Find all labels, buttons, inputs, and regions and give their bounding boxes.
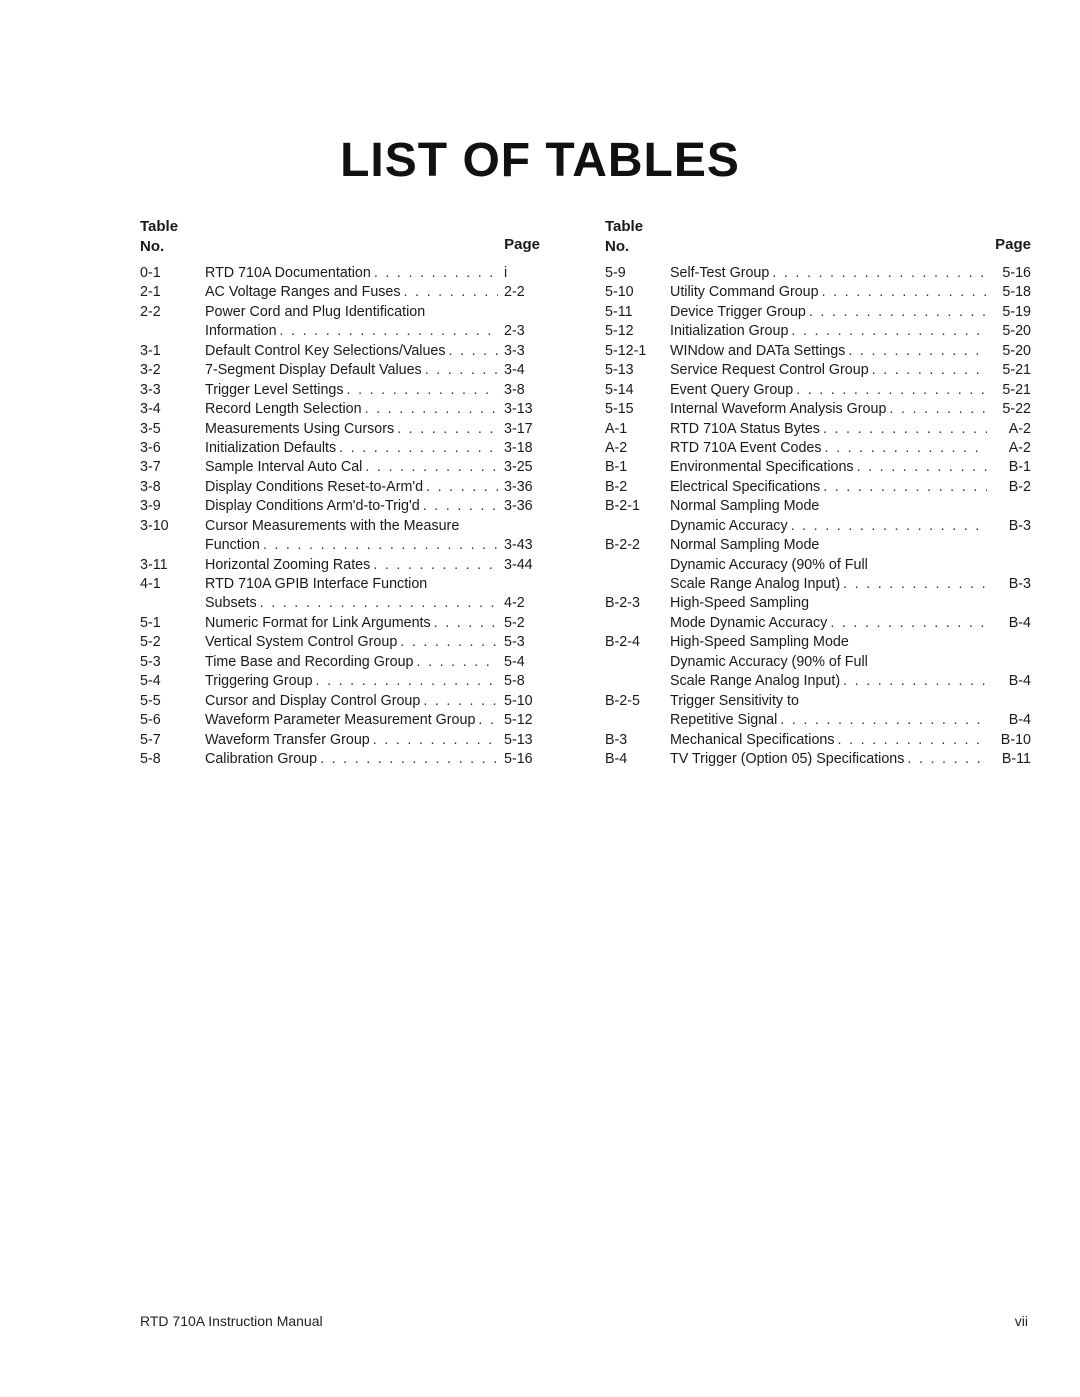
table-entry	[605, 400, 1031, 419]
table-title: Cursor and Display Control Group	[205, 692, 421, 709]
table-title: Self-Test Group	[670, 265, 770, 281]
dot-leader	[365, 458, 498, 477]
table-title: Display Conditions Arm'd-to-Trig'd	[205, 498, 420, 515]
table-title: Measurements Using Cursors	[205, 420, 395, 437]
table-number: 5-9	[605, 265, 626, 281]
table-number: 5-11	[605, 303, 633, 320]
table-number: B-2-3	[605, 595, 640, 612]
table-title: Initialization Group	[670, 323, 789, 340]
table-number: 5-14	[605, 381, 634, 398]
dot-leader	[434, 614, 498, 633]
table-entry	[605, 283, 1031, 302]
table-entry	[605, 497, 1031, 536]
dot-leader	[857, 458, 987, 477]
table-title: RTD 710A GPIB Interface Function	[205, 576, 428, 592]
page-reference: 3-3	[504, 342, 525, 359]
table-number: 5-15	[605, 401, 634, 418]
table-entry	[605, 303, 1031, 322]
table-title: Power Cord and Plug Identification	[205, 303, 426, 320]
no-label: No.	[140, 238, 165, 255]
table-entry	[140, 692, 540, 711]
table-title: 7-Segment Display Default Values	[205, 362, 422, 379]
dot-leader	[423, 692, 498, 711]
page-reference: 3-36	[504, 498, 533, 515]
table-entry	[140, 264, 540, 283]
table-number: 5-8	[140, 750, 161, 767]
table-title: Numeric Format for Link Arguments	[205, 614, 431, 631]
page-reference: 5-21	[1002, 381, 1031, 398]
dot-leader	[772, 264, 987, 283]
table-number: 5-1	[140, 614, 161, 631]
column-header	[140, 214, 540, 264]
table-title: Scale Range Analog Input)	[670, 576, 841, 592]
table-number: B-1	[605, 459, 628, 476]
table-entry	[605, 633, 1031, 691]
table-list	[605, 264, 1031, 769]
dot-leader	[780, 711, 987, 730]
table-title: Service Request Control Group	[670, 362, 869, 379]
page-reference: 5-2	[504, 614, 525, 631]
dot-leader	[830, 614, 987, 633]
table-entry	[140, 342, 540, 361]
table-entry	[140, 731, 540, 750]
table-entry	[140, 400, 540, 419]
page-reference: i	[504, 265, 508, 281]
dot-leader	[791, 517, 987, 536]
table-entry	[140, 653, 540, 672]
page-reference: 5-21	[1002, 362, 1031, 379]
dot-leader	[423, 497, 498, 516]
page-reference: 4-2	[504, 595, 525, 612]
dot-leader	[404, 283, 498, 302]
dot-leader	[426, 478, 498, 497]
page-reference: 5-12	[504, 712, 533, 729]
table-number: A-2	[605, 439, 628, 456]
table-title: Function	[205, 537, 260, 554]
dot-leader	[373, 556, 498, 575]
table-list-left-column	[140, 214, 540, 769]
table-title: Event Query Group	[670, 381, 794, 398]
table-title: Utility Command Group	[670, 284, 819, 301]
table-title: Mechanical Specifications	[670, 731, 835, 748]
table-entry	[140, 478, 540, 497]
page-reference: 3-43	[504, 537, 533, 554]
table-entry	[605, 458, 1031, 477]
table-entry	[605, 342, 1031, 361]
table-number: 2-1	[140, 284, 161, 301]
table-entry	[605, 750, 1031, 769]
table-number: 0-1	[140, 265, 161, 281]
dot-leader	[425, 361, 498, 380]
table-title: Scale Range Analog Input)	[670, 673, 841, 690]
dot-leader	[907, 750, 987, 769]
table-number: 5-13	[605, 362, 634, 379]
dot-leader	[400, 633, 498, 652]
dot-leader	[889, 400, 987, 419]
dot-leader	[843, 575, 987, 594]
table-number: B-3	[605, 731, 628, 748]
table-title: Vertical System Control Group	[205, 634, 398, 651]
page-reference: 3-8	[504, 381, 525, 398]
table-number: B-2	[605, 478, 628, 495]
dot-leader	[347, 381, 498, 400]
dot-leader	[791, 322, 987, 341]
table-number: 2-2	[140, 303, 161, 320]
no-label: No.	[605, 238, 630, 255]
dot-leader	[316, 672, 498, 691]
dot-leader	[823, 420, 987, 439]
table-title: Horizontal Zooming Rates	[205, 556, 371, 573]
table-title: Waveform Parameter Measurement Group	[205, 712, 476, 729]
table-number: 3-4	[140, 401, 161, 418]
page-reference: 3-36	[504, 478, 533, 495]
table-number: B-2-4	[605, 634, 640, 651]
page-reference: 5-16	[1002, 265, 1031, 281]
table-entry	[140, 517, 540, 556]
table-entry	[605, 322, 1031, 341]
table-title: Default Control Key Selections/Values	[205, 342, 446, 359]
dot-leader	[365, 400, 498, 419]
table-entry	[605, 478, 1031, 497]
page-reference: B-4	[1008, 614, 1031, 631]
table-entry	[140, 497, 540, 516]
table-entry	[140, 458, 540, 477]
dot-leader	[416, 653, 498, 672]
page-reference: 3-13	[504, 401, 533, 418]
dot-leader	[397, 420, 498, 439]
table-entry	[140, 381, 540, 400]
dot-leader	[449, 342, 498, 361]
page-reference: 5-22	[1002, 401, 1031, 418]
table-number: 3-1	[140, 342, 161, 359]
table-number: 4-1	[140, 576, 161, 592]
table-entry	[605, 381, 1031, 400]
table-title: Cursor Measurements with the Measure	[205, 517, 460, 534]
table-label: Table	[605, 218, 644, 235]
table-number: 5-2	[140, 634, 161, 651]
page-reference: 3-18	[504, 439, 533, 456]
page-reference: 5-20	[1002, 342, 1031, 359]
table-entry	[140, 672, 540, 691]
table-title: TV Trigger (Option 05) Specifications	[670, 750, 905, 767]
table-number: 5-3	[140, 653, 161, 670]
table-number: A-1	[605, 420, 628, 437]
page-title: LIST OF TABLES	[340, 134, 740, 187]
column-header	[605, 214, 1031, 264]
table-title: Repetitive Signal	[670, 712, 778, 729]
page-reference: B-4	[1008, 712, 1031, 729]
table-number: B-2-2	[605, 537, 640, 554]
table-entry	[140, 614, 540, 633]
table-title: Device Trigger Group	[670, 303, 806, 320]
table-entry	[140, 575, 540, 614]
page-reference: 3-44	[504, 556, 533, 573]
table-number: 3-8	[140, 478, 161, 495]
table-title: Triggering Group	[205, 673, 313, 690]
table-title: Trigger Level Settings	[205, 381, 344, 398]
page-reference: B-1	[1008, 459, 1031, 476]
page-reference: B-4	[1008, 673, 1031, 690]
table-title: Dynamic Accuracy (90% of Full	[670, 653, 868, 670]
dot-leader	[843, 672, 987, 691]
dot-leader	[848, 342, 987, 361]
table-entry	[605, 731, 1031, 750]
page-reference: 5-8	[504, 673, 525, 690]
page-reference: 2-3	[504, 323, 525, 340]
table-title: Subsets	[205, 595, 257, 612]
page-reference: 5-16	[504, 750, 533, 767]
page-reference: 5-13	[504, 731, 533, 748]
table-title: Internal Waveform Analysis Group	[670, 401, 887, 418]
page-reference: A-2	[1008, 420, 1031, 437]
table-number: 5-10	[605, 284, 634, 301]
page-label: Page	[504, 236, 540, 253]
dot-leader	[872, 361, 987, 380]
dot-leader	[280, 322, 498, 341]
table-number: 3-9	[140, 498, 161, 515]
table-number: B-2-5	[605, 692, 640, 709]
table-entry	[605, 264, 1031, 283]
table-list	[140, 264, 540, 769]
table-number: 3-3	[140, 381, 161, 398]
table-title: Calibration Group	[205, 750, 318, 767]
dot-leader	[825, 439, 987, 458]
table-title: Information	[205, 323, 277, 340]
page-reference: B-3	[1008, 517, 1031, 534]
page-reference: 3-25	[504, 459, 533, 476]
table-title: Normal Sampling Mode	[670, 537, 820, 554]
page-reference: B-10	[1000, 731, 1031, 748]
table-title: Normal Sampling Mode	[670, 498, 820, 515]
page-reference: 3-17	[504, 420, 533, 437]
dot-leader	[823, 478, 987, 497]
table-entry	[605, 361, 1031, 380]
table-number: 3-10	[140, 517, 169, 534]
footer-manual-title: RTD 710A Instruction Manual	[140, 1313, 323, 1329]
dot-leader	[796, 381, 987, 400]
page-reference: 2-2	[504, 284, 525, 301]
table-number: 5-7	[140, 731, 161, 748]
dot-leader	[374, 264, 498, 283]
table-title: High-Speed Sampling	[670, 595, 810, 612]
footer-page-number: vii	[1014, 1313, 1028, 1329]
table-entry	[140, 361, 540, 380]
table-title: Display Conditions Reset-to-Arm'd	[205, 478, 424, 495]
table-entry	[140, 283, 540, 302]
dot-leader	[339, 439, 498, 458]
table-title: AC Voltage Ranges and Fuses	[205, 284, 401, 301]
table-number: B-4	[605, 750, 628, 767]
dot-leader	[260, 594, 498, 613]
page-reference: B-3	[1008, 576, 1031, 592]
page-reference: 5-4	[504, 653, 525, 670]
table-title: RTD 710A Documentation	[205, 265, 371, 281]
table-entry	[140, 750, 540, 769]
table-title: Trigger Sensitivity to	[670, 692, 799, 709]
table-entry	[140, 439, 540, 458]
dot-leader	[320, 750, 498, 769]
table-number: 5-12	[605, 323, 634, 340]
table-title: RTD 710A Status Bytes	[670, 420, 820, 437]
dot-leader	[838, 731, 988, 750]
page-reference: 3-4	[504, 362, 525, 379]
page-reference: 5-19	[1002, 303, 1031, 320]
page-label: Page	[995, 236, 1031, 253]
table-number: 5-6	[140, 712, 161, 729]
page-reference: 5-20	[1002, 323, 1031, 340]
table-number: 5-5	[140, 692, 161, 709]
table-entry	[605, 692, 1031, 731]
dot-leader	[373, 731, 498, 750]
table-title: RTD 710A Event Codes	[670, 439, 822, 456]
table-entry	[605, 536, 1031, 594]
table-number: 3-2	[140, 362, 161, 379]
dot-leader	[809, 303, 987, 322]
table-title: Waveform Transfer Group	[205, 731, 370, 748]
page-reference: A-2	[1008, 439, 1031, 456]
page-reference: B-11	[1001, 750, 1031, 767]
table-entry	[605, 420, 1031, 439]
page-reference: B-2	[1008, 478, 1031, 495]
table-number: 5-4	[140, 673, 161, 690]
table-title: Environmental Specifications	[670, 459, 854, 476]
table-number: 3-11	[140, 556, 168, 573]
table-label: Table	[140, 218, 179, 235]
table-title: Mode Dynamic Accuracy	[670, 614, 828, 631]
table-list-right-column	[605, 214, 1031, 769]
table-entry	[140, 303, 540, 342]
table-number: 3-5	[140, 420, 161, 437]
table-entry	[140, 711, 540, 730]
table-entry	[140, 633, 540, 652]
table-title: WINdow and DATa Settings	[670, 342, 846, 359]
table-number: 3-6	[140, 439, 161, 456]
table-title: Sample Interval Auto Cal	[205, 459, 363, 476]
page-reference: 5-10	[504, 692, 533, 709]
table-title: Electrical Specifications	[670, 478, 821, 495]
page-reference: 5-3	[504, 634, 525, 651]
dot-leader	[822, 283, 987, 302]
table-title: Dynamic Accuracy (90% of Full	[670, 556, 868, 573]
table-entry	[140, 420, 540, 439]
table-title: High-Speed Sampling Mode	[670, 634, 849, 651]
dot-leader	[478, 711, 498, 730]
table-title: Record Length Selection	[205, 401, 362, 418]
dot-leader	[263, 536, 498, 555]
table-number: 3-7	[140, 459, 161, 476]
table-title: Time Base and Recording Group	[205, 653, 414, 670]
page-reference: 5-18	[1002, 284, 1031, 301]
table-entry	[605, 439, 1031, 458]
table-entry	[140, 556, 540, 575]
table-number: 5-12-1	[605, 342, 647, 359]
table-title: Dynamic Accuracy	[670, 517, 788, 534]
table-number: B-2-1	[605, 498, 640, 515]
table-title: Initialization Defaults	[205, 439, 337, 456]
table-entry	[605, 594, 1031, 633]
